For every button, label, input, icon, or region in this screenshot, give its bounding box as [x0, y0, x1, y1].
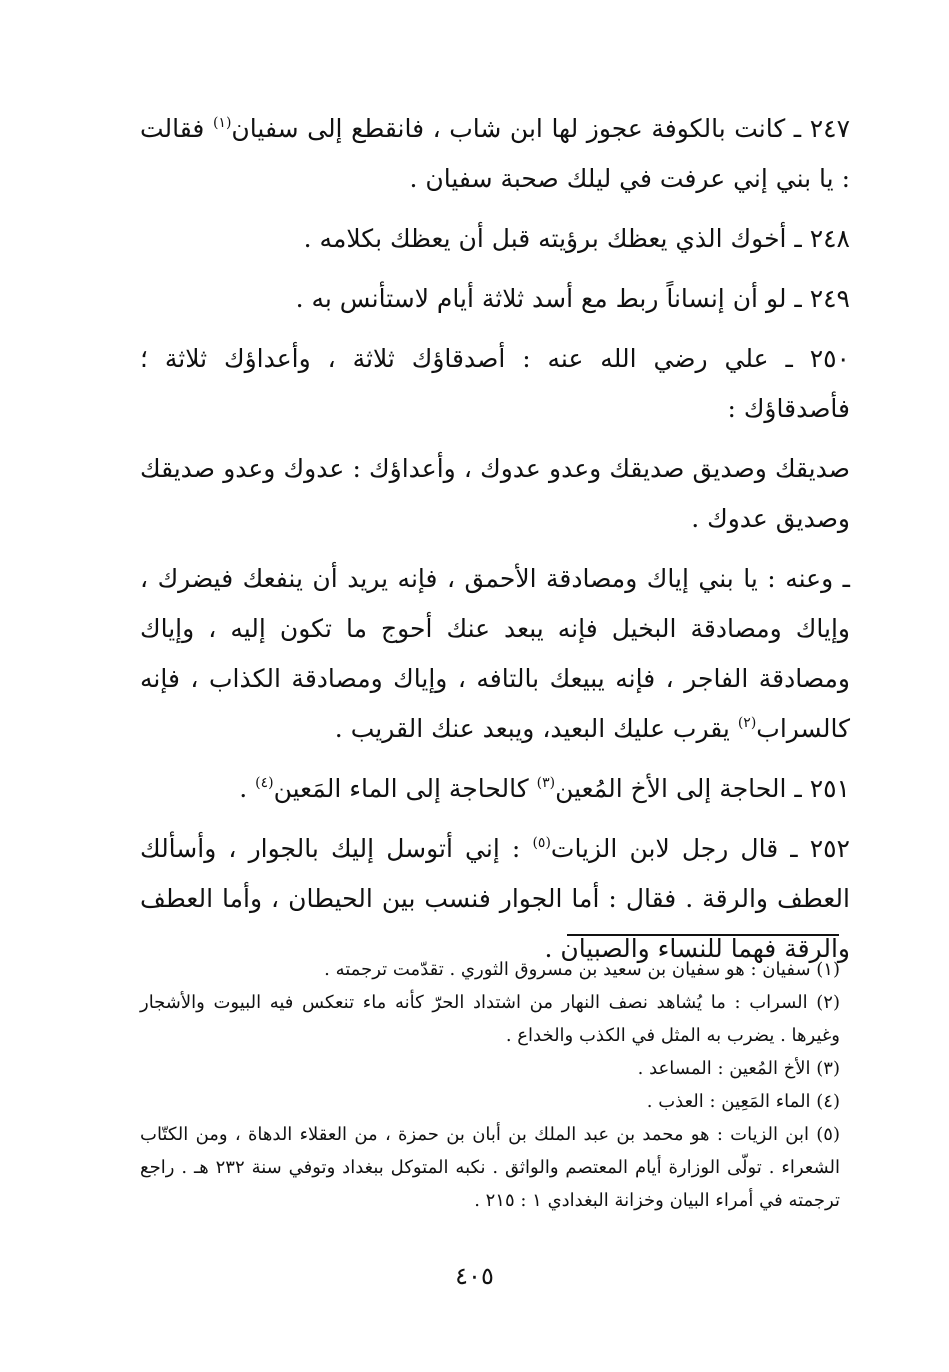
footnote-ref-3[interactable]: (٣) [536, 775, 556, 791]
footnote-ref-1[interactable]: (١) [212, 115, 232, 131]
footnote-ref-2[interactable]: (٢) [737, 715, 757, 731]
paragraph-251-continuation: كالحاجة إلى الماء المَعين [273, 774, 537, 803]
paragraph-248 [140, 214, 850, 264]
paragraph-252 [140, 824, 850, 974]
paragraph-252-text: ٢٥٢ ـ قال رجل لابن الزيات [550, 834, 850, 863]
footnote-2: (٢) السراب : ما يُشاهد نصف النهار من اشتداد الحرّ كأنه ماء تنعكس فيه البيوت والأشجار وغيرها . يضرب به المثل في الكذب والخداع . [140, 992, 840, 1046]
footnote-ref-4[interactable]: (٤) [255, 775, 274, 791]
paragraph-249 [140, 274, 850, 324]
paragraph-252-continuation: : إني أتوسل إليك بالجوار ، وأسألك العطف والرقة . فقال : أما الجوار فنسب بين الحيطان ، وأما العطف والرقة فهما للنساء والصبيان . [140, 834, 850, 963]
footnotes [140, 953, 840, 1217]
paragraph-250-friends [140, 444, 850, 544]
paragraph-251-text: ٢٥١ ـ الحاجة إلى الأخ المُعين [555, 774, 850, 803]
footnote-4: (٤) الماء المَعِين : العذب . [646, 1091, 840, 1112]
footnote-1: (١) سفيان : هو سفيان بن سعيد بن مسروق الثوري . تقدّمت ترجمته . [324, 959, 840, 980]
paragraph-250-friends-text: صديقك وصديق صديقك وعدو عدوك ، وأعداؤك : عدوك وعدو صديقك وصديق عدوك . [140, 454, 850, 533]
paragraph-251-end: . [239, 774, 256, 803]
paragraph-250-advice-continuation: يقرب عليك البعيد، ويبعد عنك القريب . [334, 714, 738, 743]
footnote-divider [567, 934, 839, 936]
paragraph-247 [140, 104, 850, 204]
main-text [140, 104, 850, 984]
paragraph-247-text: ٢٤٧ ـ كانت بالكوفة عجوز لها ابن شاب ، فانقطع إلى سفيان [231, 114, 851, 143]
footnote-ref-5[interactable]: (٥) [532, 835, 551, 851]
paragraph-250 [140, 334, 850, 434]
paragraph-247-continuation: فقالت : يا بني إني عرفت في ليلك صحبة سفيان . [140, 114, 850, 193]
paragraph-250-advice-text: ـ وعنه : يا بني إياك ومصادقة الأحمق ، فإنه يريد أن ينفعك فيضرك ، وإياك ومصادقة البخيل فإنه يبعد عنك أحوج ما تكون إليه ، وإياك ومصادقة الفاجر ، فإنه يبيعك بالتافه ، وإياك ومصادقة الكذاب ، فإنه كالسراب [140, 564, 850, 743]
paragraph-249-text: ٢٤٩ ـ لو أن إنساناً ربط مع أسد ثلاثة أيام لاستأنس به . [295, 284, 850, 313]
paragraph-250-advice [140, 554, 850, 754]
paragraph-251 [140, 764, 850, 814]
footnote-3: (٣) الأخ المُعين : المساعد . [637, 1058, 840, 1079]
footnote-5: (٥) ابن الزيات : هو محمد بن عبد الملك بن أبان بن حمزة ، من العقلاء الدهاة ، ومن الكتّاب الشعراء . تولّى الوزارة أيام المعتصم والواثق . نكبه المتوكل ببغداد وتوفي سنة ٢٣٢ هـ . راجع ترجمته في أمراء البيان وخزانة البغدادي ١ : ٢١٥ . [140, 1124, 840, 1211]
paragraph-248-text: ٢٤٨ ـ أخوك الذي يعظك برؤيته قبل أن يعظك بكلامه . [303, 224, 850, 253]
paragraph-250-text: ٢٥٠ ـ علي رضي الله عنه : أصدقاؤك ثلاثة ، وأعداؤك ثلاثة ؛ فأصدقاؤك : [140, 344, 850, 423]
page-number: ٤٠٥ [455, 1262, 494, 1290]
